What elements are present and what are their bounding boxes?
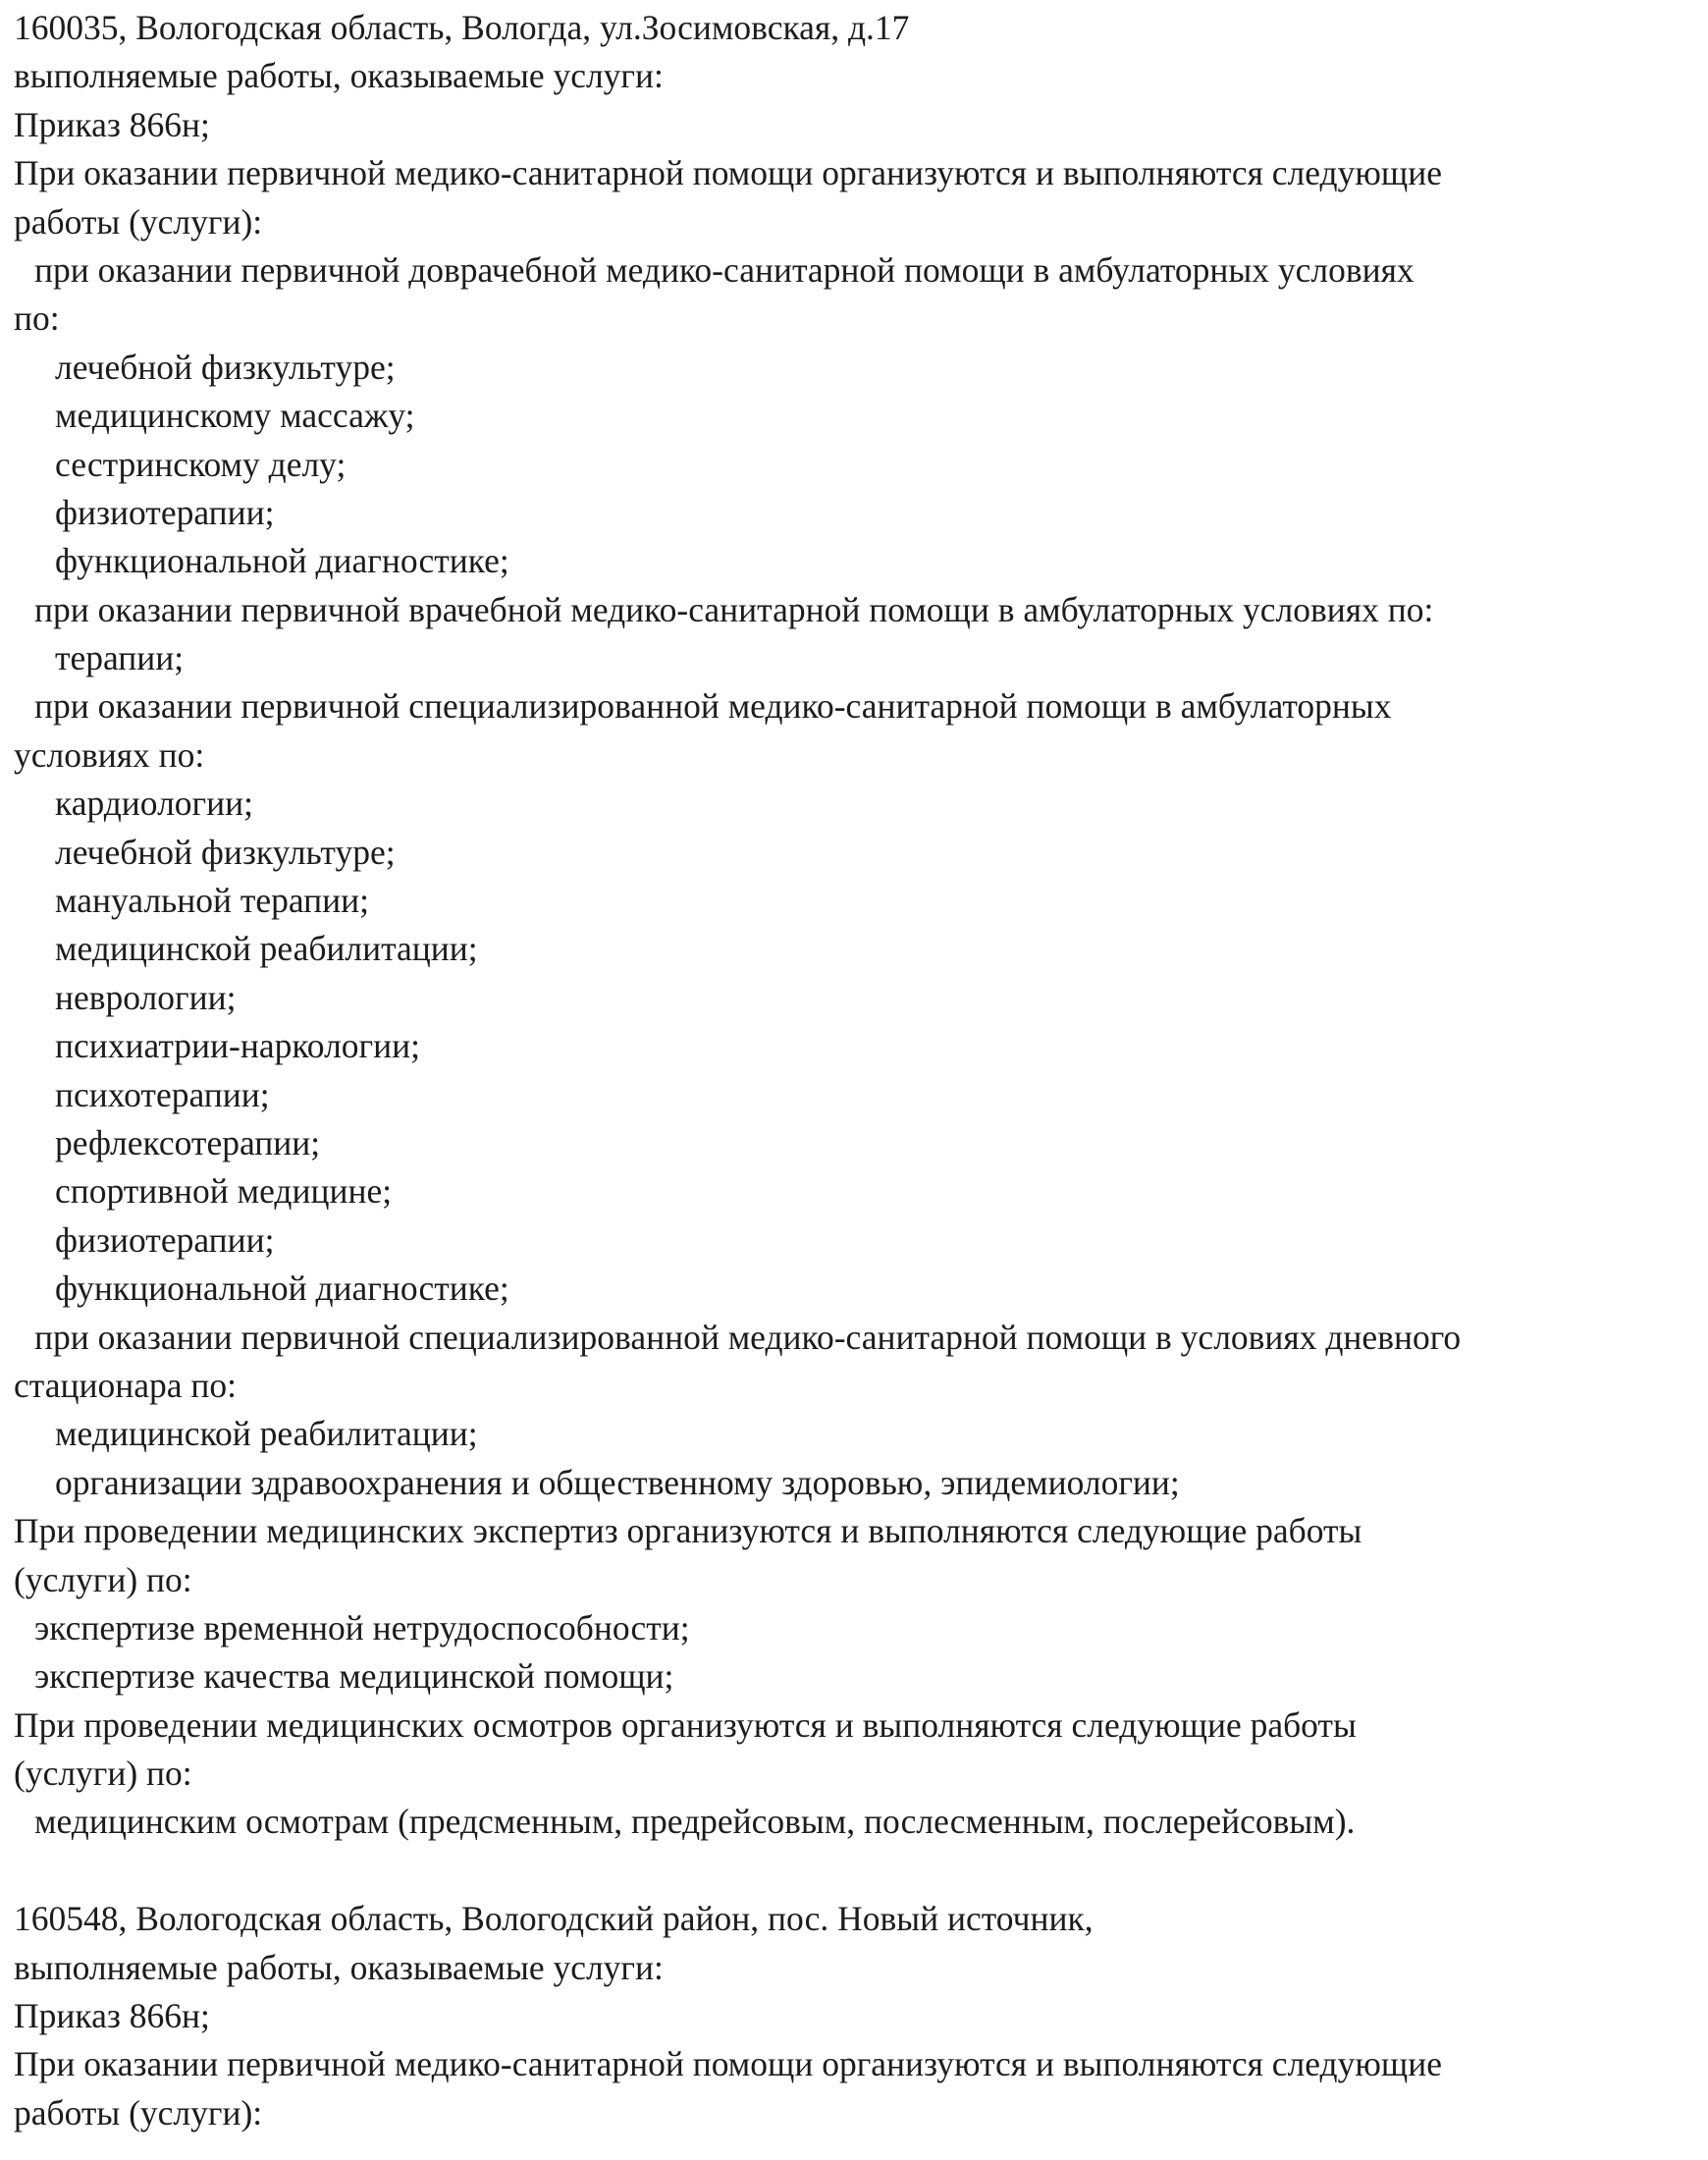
list-item: психиатрии-наркологии; <box>55 1026 420 1066</box>
intro-text: При оказании первичной медико-санитарной помощи организуются и выполняются следующие <box>14 2044 1442 2084</box>
address-line: 160035, Вологодская область, Вологда, ул.Зосимовская, д.17 <box>14 8 910 47</box>
intro-text: работы (услуги): <box>14 2092 263 2133</box>
section-title: При проведении медицинских осмотров организуются и выполняются следующие работы <box>14 1704 1357 1745</box>
section-title: при оказании первичной специализированной медико-санитарной помощи в амбулаторных <box>34 686 1392 727</box>
section-title: при оказании первичной доврачебной медико-санитарной помощи в амбулаторных условиях <box>34 249 1414 290</box>
list-item: экспертизе временной нетрудоспособности; <box>34 1607 690 1647</box>
intro-text: работы (услуги): <box>14 201 263 242</box>
paragraph-gap <box>14 1847 1698 1895</box>
list-item: медицинской реабилитации; <box>55 1414 478 1454</box>
list-item: экспертизе качества медицинской помощи; <box>34 1656 674 1697</box>
section-title: (услуги) по: <box>14 1559 192 1599</box>
order-reference: Приказ 866н; <box>14 1996 210 2036</box>
section-title: при оказании первичной врачебной медико-санитарной помощи в амбулаторных условиях по: <box>34 589 1434 629</box>
list-item: лечебной физкультуре; <box>55 347 396 387</box>
list-item: сестринскому делу; <box>55 444 347 484</box>
list-item: функциональной диагностике; <box>55 541 509 581</box>
list-item: функциональной диагностике; <box>55 1269 509 1309</box>
list-item: кардиологии; <box>55 783 253 824</box>
list-item: спортивной медицине; <box>55 1171 393 1212</box>
list-item: физиотерапии; <box>55 492 275 532</box>
list-item: физиотерапии; <box>55 1219 275 1260</box>
intro-text: При оказании первичной медико-санитарной помощи организуются и выполняются следующие <box>14 153 1442 193</box>
list-item: неврологии; <box>55 977 237 1017</box>
works-heading: выполняемые работы, оказываемые услуги: <box>14 1947 664 1987</box>
list-item: терапии; <box>55 638 185 678</box>
list-item: медицинским осмотрам (предсменным, предрейсовым, послесменным, послерейсовым). <box>34 1802 1356 1842</box>
list-item: рефлексотерапии; <box>55 1122 321 1162</box>
section-title: стационара по: <box>14 1365 237 1405</box>
section-title: (услуги) по: <box>14 1754 192 1794</box>
order-reference: Приказ 866н; <box>14 104 210 144</box>
list-item: медицинскому массажу; <box>55 396 415 436</box>
list-item: психотерапии; <box>55 1074 270 1114</box>
list-item: лечебной физкультуре; <box>55 832 396 872</box>
section-title: по: <box>14 298 60 339</box>
list-item: мануальной терапии; <box>55 881 370 921</box>
works-heading: выполняемые работы, оказываемые услуги: <box>14 56 664 96</box>
section-title: при оказании первичной специализированной медико-санитарной помощи в условиях дневного <box>34 1317 1462 1357</box>
document-page <box>14 4 1698 2137</box>
section-title: условиях по: <box>14 734 205 775</box>
list-item: организации здравоохранения и общественному здоровью, эпидемиологии; <box>55 1462 1180 1502</box>
section-title: При проведении медицинских экспертиз организуются и выполняются следующие работы <box>14 1511 1362 1551</box>
address-line: 160548, Вологодская область, Вологодский район, пос. Новый источник, <box>14 1899 1094 1939</box>
list-item: медицинской реабилитации; <box>55 929 478 969</box>
